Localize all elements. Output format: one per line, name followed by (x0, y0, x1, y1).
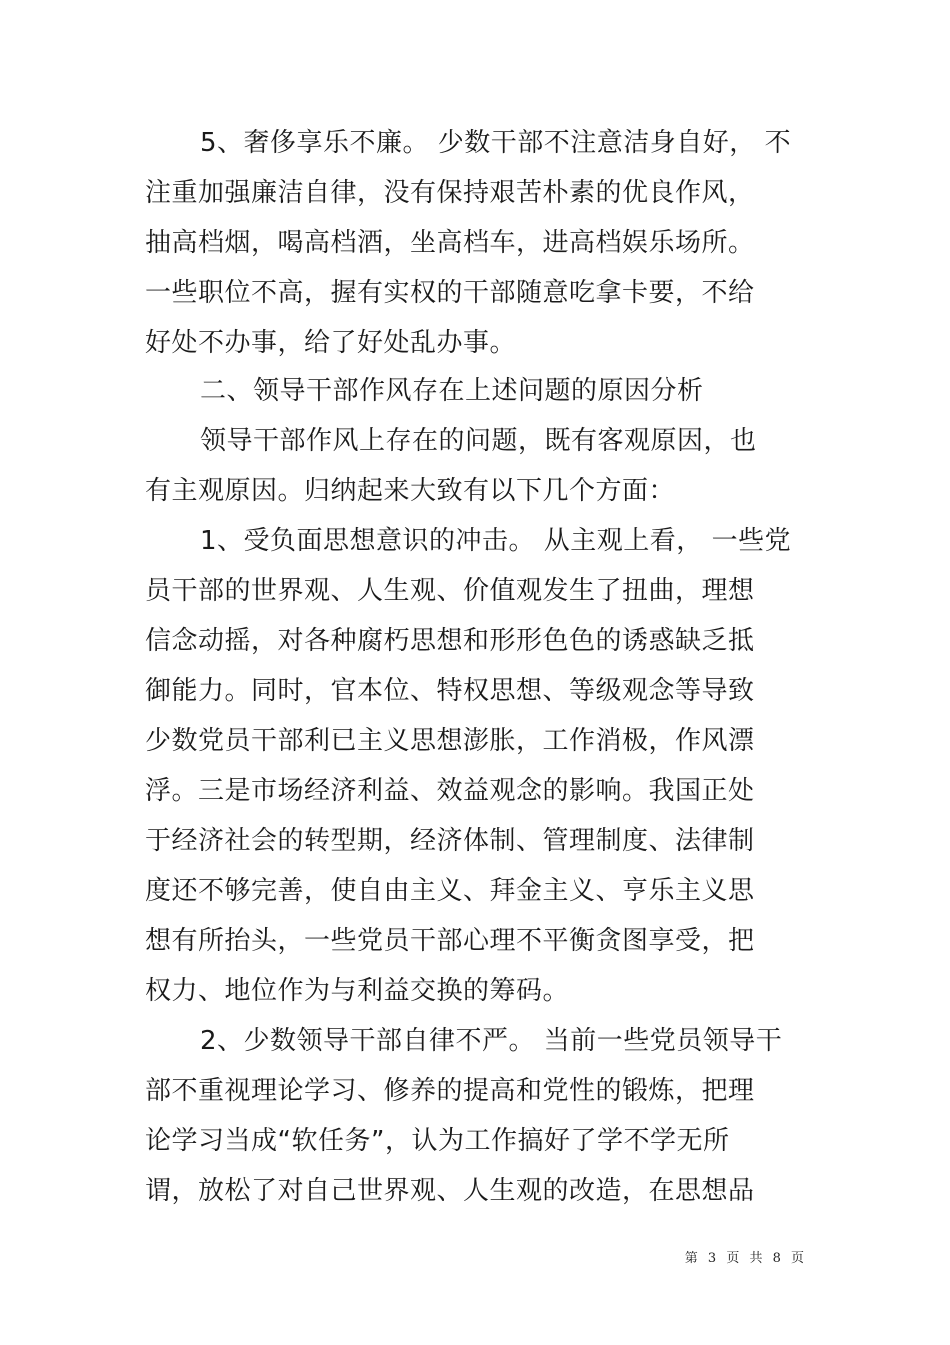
paragraph-line: 想有所抬头，一些党员干部心理不平衡贪图享受，把 (145, 926, 755, 956)
paragraph-line: 谓，放松了对自己世界观、人生观的改造，在思想品 (145, 1176, 755, 1206)
paragraph-line: 于经济社会的转型期，经济体制、管理制度、法律制 (145, 826, 755, 856)
paragraph-line: 员干部的世界观、人生观、价值观发生了扭曲，理想 (145, 576, 755, 606)
paragraph-line: 注重加强廉洁自律，没有保持艰苦朴素的优良作风， (145, 178, 755, 208)
paragraph-line: 浮。三是市场经济利益、效益观念的影响。我国正处 (145, 776, 755, 806)
paragraph-line: 少数党员干部利已主义思想澎胀，工作消极，作风漂 (145, 726, 755, 756)
paragraph-line: 论学习当成“软任务”，认为工作搞好了学不学无所 (145, 1126, 730, 1156)
paragraph-line: 度还不够完善，使自由主义、拜金主义、亨乐主义思 (145, 876, 755, 906)
paragraph-line: 抽高档烟，喝高档酒，坐高档车，进高档娱乐场所。 (145, 228, 755, 258)
paragraph-line: 部不重视理论学习、修养的提高和党性的锻炼，把理 (145, 1076, 755, 1106)
paragraph-line: 领导干部作风上存在的问题，既有客观原因，也 (200, 426, 757, 456)
paragraph-line: 御能力。同时，官本位、特权思想、等级观念等导致 (145, 676, 755, 706)
paragraph-line: 1、受负面思想意识的冲击。 从主观上看， 一些党 (200, 526, 792, 556)
paragraph-line: 信念动摇，对各种腐朽思想和形形色色的诱惑缺乏抵 (145, 626, 755, 656)
paragraph-line: 权力、地位作为与利益交换的筹码。 (145, 976, 570, 1006)
section-heading: 二、领导干部作风存在上述问题的原因分析 (200, 376, 704, 406)
paragraph-line: 5、奢侈享乐不廉。 少数干部不注意洁身自好， 不 (200, 128, 792, 158)
paragraph-line: 有主观原因。归纳起来大致有以下几个方面： (145, 476, 676, 506)
page-number: 第 3 页 共 8 页 (684, 1251, 807, 1266)
paragraph-line: 好处不办事，给了好处乱办事。 (145, 328, 517, 358)
paragraph-line: 2、少数领导干部自律不严。 当前一些党员领导干 (200, 1026, 783, 1056)
paragraph-line: 一些职位不高，握有实权的干部随意吃拿卡要，不给 (145, 278, 755, 308)
